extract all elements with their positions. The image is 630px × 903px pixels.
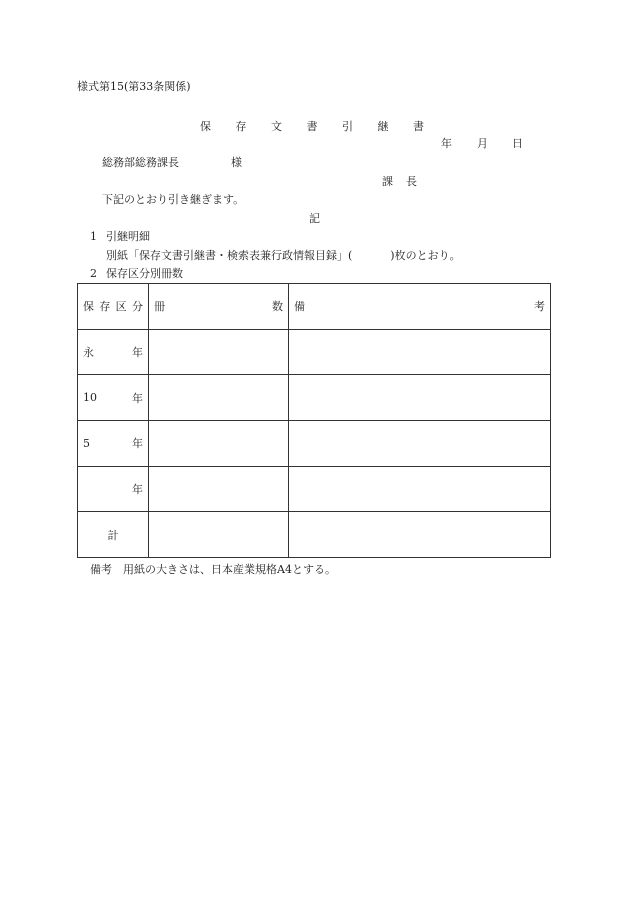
date-day: 日 <box>512 137 523 150</box>
title-char: 書 <box>413 120 424 133</box>
remarks-note: 備考 用紙の大きさは、日本産業規格A4とする。 <box>90 563 336 576</box>
date-month: 月 <box>477 137 488 150</box>
row-classification: 年 <box>78 466 149 512</box>
title-char: 保 <box>200 120 211 133</box>
row-classification: 5 年 <box>78 421 149 467</box>
addressee-honorific: 様 <box>231 156 242 169</box>
table-row <box>78 466 551 512</box>
header-classification: 保 存 区 分 <box>78 284 149 330</box>
section-1-text-after: )枚のとおり。 <box>390 249 461 262</box>
table-row <box>78 329 551 375</box>
section-1-number: 1 <box>90 230 97 243</box>
title-char: 継 <box>377 120 389 133</box>
table-row <box>78 421 551 467</box>
row-remarks-cell[interactable] <box>289 329 551 375</box>
row-remarks-cell[interactable] <box>289 375 551 421</box>
header-volumes: 冊 数 <box>149 284 289 330</box>
title-char: 存 <box>235 120 247 133</box>
document-title <box>200 118 424 134</box>
row-volumes-cell[interactable] <box>149 466 289 512</box>
table-row <box>78 375 551 421</box>
date-year: 年 <box>441 137 452 150</box>
row-remarks-cell[interactable] <box>289 466 551 512</box>
section-1-text <box>106 249 461 263</box>
row-volumes-cell[interactable] <box>149 329 289 375</box>
section-1-heading: 引継明細 <box>106 230 150 243</box>
row-remarks-cell[interactable] <box>289 421 551 467</box>
ki-heading: 記 <box>309 212 320 225</box>
title-char: 引 <box>342 120 353 133</box>
sender-title-1: 課 <box>382 175 393 188</box>
row-volumes-cell[interactable] <box>149 421 289 467</box>
intro-text: 下記のとおり引き継ぎます。 <box>102 193 245 206</box>
table-header-row <box>78 284 551 330</box>
header-remarks: 備 考 <box>289 284 551 330</box>
section-2-heading: 保存区分別冊数 <box>106 267 183 280</box>
form-number: 様式第15(第33条関係) <box>77 80 191 93</box>
title-char: 文 <box>271 120 282 133</box>
row-volumes-cell[interactable] <box>149 375 289 421</box>
total-label: 計 <box>78 512 149 558</box>
sender-title-2: 長 <box>406 175 417 188</box>
volume-table <box>77 283 551 558</box>
total-volumes-cell[interactable] <box>149 512 289 558</box>
row-classification: 10 年 <box>78 375 149 421</box>
table-total-row <box>78 512 551 558</box>
total-remarks-cell[interactable] <box>289 512 551 558</box>
title-char: 書 <box>306 120 318 133</box>
section-1-text-before: 別紙「保存文書引継書・検索表兼行政情報目録」( <box>106 249 353 262</box>
addressee-title: 総務部総務課長 <box>102 156 179 169</box>
row-classification: 永 年 <box>78 329 149 375</box>
section-2-number: 2 <box>90 267 97 280</box>
